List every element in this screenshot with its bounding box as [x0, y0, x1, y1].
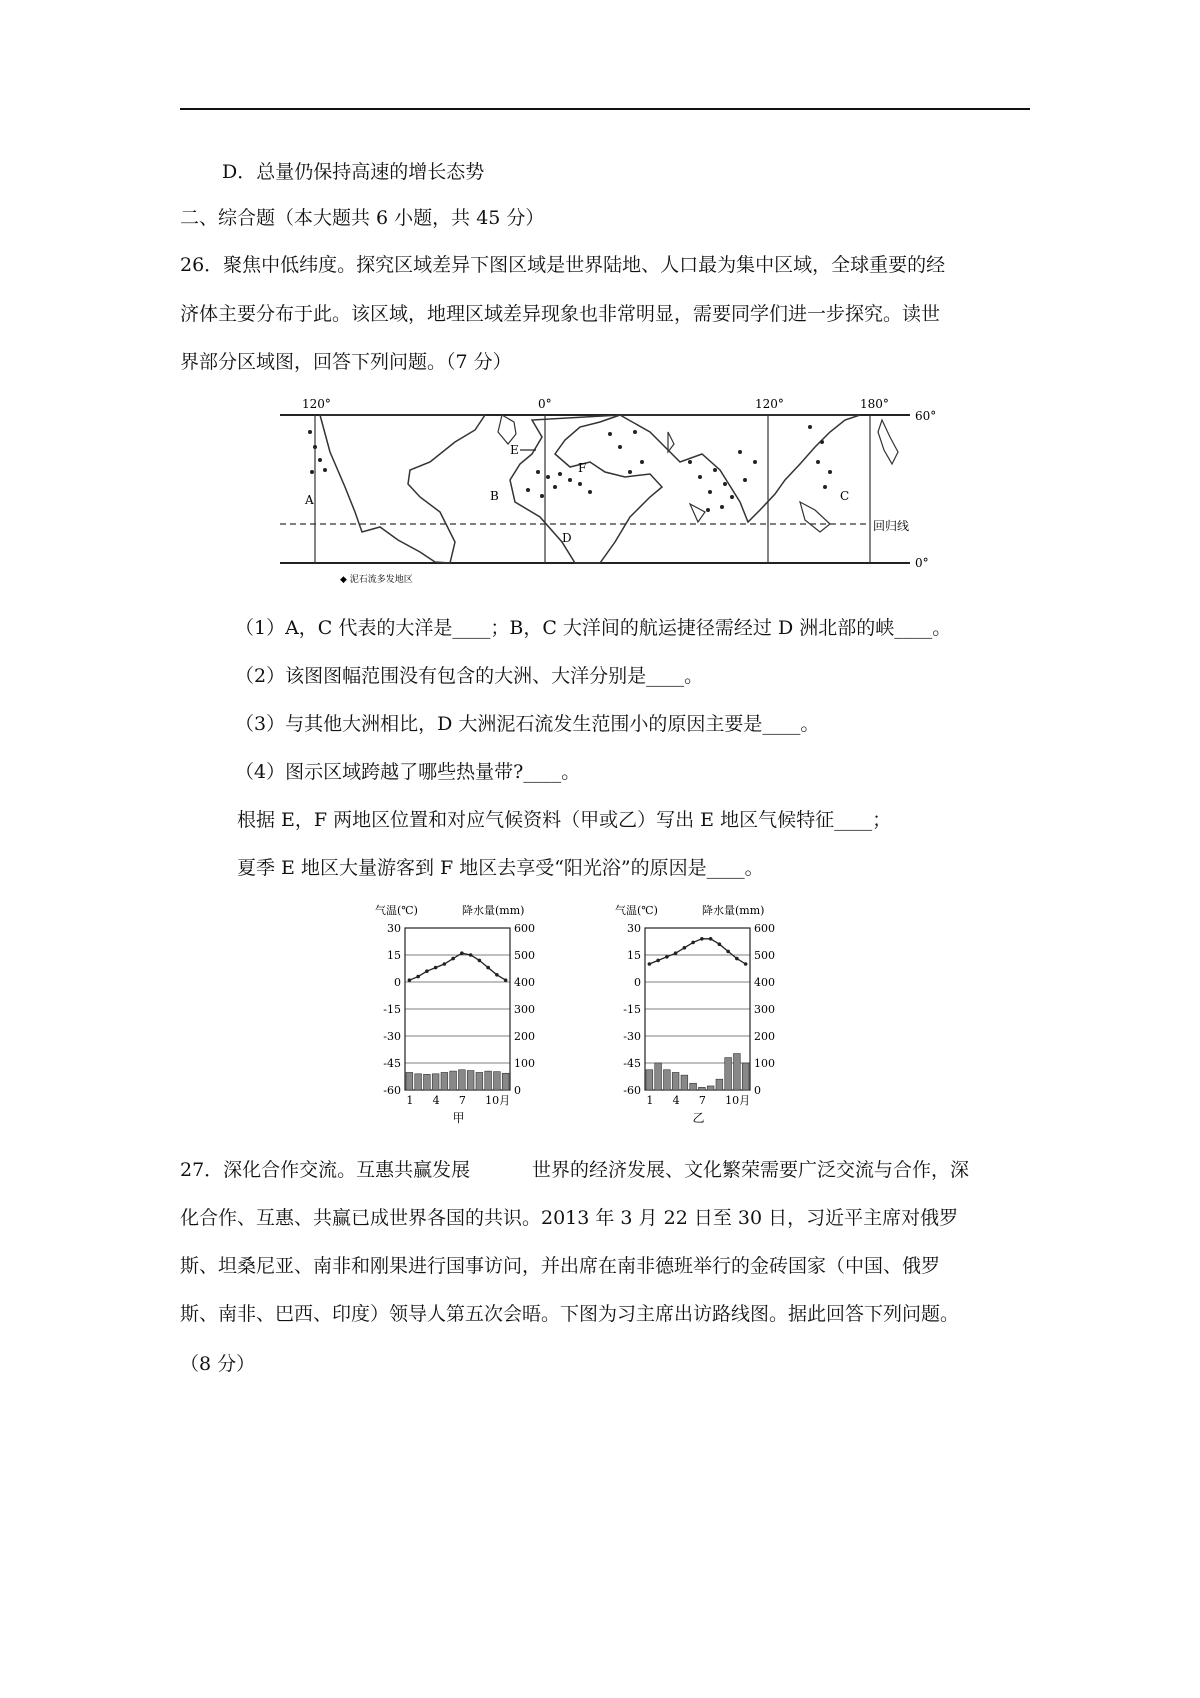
chart-title: 乙 [692, 1111, 705, 1125]
chart-ytick-left: -45 [383, 1057, 401, 1070]
precipitation-bar [441, 1072, 448, 1090]
temperature-point [460, 951, 464, 955]
precipitation-bar [494, 1072, 501, 1090]
chart-ytick-right: 500 [514, 949, 535, 962]
temperature-point [718, 942, 722, 946]
temperature-point [700, 937, 704, 941]
climate-chart-yi [610, 900, 830, 1130]
map-label-a: A [305, 493, 314, 507]
temperature-point [408, 978, 412, 982]
temperature-point [425, 969, 429, 973]
map-lon-label-3: 120° [755, 397, 784, 411]
chart-ytick-right: 500 [754, 949, 775, 962]
precipitation-bar [415, 1074, 422, 1090]
q26-sub-1: （1）A，C 代表的大洋是____；B，C 大洋间的航运捷径需经过 D 洲北部的峡____。 [235, 617, 952, 639]
chart-xtick: 10月 [725, 1094, 751, 1107]
q26-sub-4b: 根据 E，F 两地区位置和对应气候资料（甲或乙）写出 E 地区气候特征____； [237, 809, 892, 831]
q26-sub-4: （4）图示区域跨越了哪些热量带?____。 [235, 761, 581, 783]
chart-ytick-right: 200 [754, 1030, 775, 1043]
precipitation-bar [734, 1054, 741, 1090]
precipitation-bar [406, 1072, 413, 1090]
map-label-d: D [562, 531, 572, 545]
precipitation-bar [664, 1070, 671, 1090]
world-region-map [270, 392, 937, 592]
precipitation-bar [725, 1058, 732, 1090]
chart-xtick: 4 [432, 1094, 440, 1107]
chart-xtick: 10月 [485, 1094, 511, 1107]
q27-text-5: （8 分） [180, 1353, 256, 1375]
chart-ytick-right: 400 [754, 976, 775, 989]
precipitation-bar [716, 1079, 723, 1090]
chart-ytick-left: 15 [387, 949, 401, 962]
q26-text-3: 界部分区域图，回答下列问题。（7 分） [180, 351, 512, 373]
precipitation-bar [646, 1070, 653, 1090]
chart-ytick-right: 600 [754, 922, 775, 935]
precipitation-bar [459, 1070, 466, 1090]
temperature-point [674, 951, 678, 955]
chart-title: 甲 [452, 1111, 465, 1125]
precipitation-bar [424, 1074, 431, 1090]
map-lon-label-4: 180° [860, 397, 889, 411]
precipitation-bar [450, 1071, 457, 1090]
chart-ytick-right: 100 [754, 1057, 775, 1070]
chart-ytick-right: 600 [514, 922, 535, 935]
option-d: D．总量仍保持高速的增长态势 [222, 161, 485, 183]
precipitation-bar [672, 1072, 679, 1090]
q26-sub-3: （3）与其他大洲相比，D 大洲泥石流发生范围小的原因主要是____。 [235, 713, 820, 735]
temperature-point [683, 946, 687, 950]
temperature-point [656, 959, 660, 963]
chart-ytick-left: 0 [634, 976, 641, 989]
q26-sub-4c: 夏季 E 地区大量游客到 F 地区去享受“阳光浴”的原因是____。 [237, 857, 764, 879]
chart-ytick-right: 0 [514, 1084, 521, 1097]
chart-ytick-left: -60 [383, 1084, 401, 1097]
precipitation-bar [742, 1063, 749, 1090]
map-lat-label-0: 0° [915, 556, 929, 570]
chart-ytick-left: 15 [627, 949, 641, 962]
q27-text-3: 斯、坦桑尼亚、南非和刚果进行国事访问，并出席在南非德班举行的金砖国家（中国、俄罗 [180, 1255, 941, 1277]
temperature-point [709, 937, 713, 941]
chart-ytick-right: 200 [514, 1030, 535, 1043]
chart-ytick-left: -45 [623, 1057, 641, 1070]
precipitation-bar [502, 1073, 509, 1090]
chart-ytick-left: -60 [623, 1084, 641, 1097]
temperature-point [726, 950, 730, 954]
q27-text-1b: 世界的经济发展、文化繁荣需要广泛交流与合作，深 [532, 1159, 970, 1181]
temperature-point [504, 978, 508, 982]
temperature-point [469, 953, 473, 957]
map-tropic-label: 回归线 [873, 519, 910, 533]
chart-ylabel-right: 降水量(mm) [702, 904, 765, 917]
precipitation-bar [485, 1071, 492, 1090]
chart-xtick: 1 [406, 1094, 414, 1107]
chart-xtick: 7 [698, 1094, 706, 1107]
chart-ylabel-right: 降水量(mm) [462, 904, 525, 917]
chart-ytick-left: -30 [623, 1030, 641, 1043]
map-label-c: C [840, 489, 850, 503]
temperature-point [416, 975, 420, 979]
temperature-point [451, 957, 455, 961]
precipitation-bar [681, 1075, 688, 1090]
chart-ytick-right: 0 [754, 1084, 761, 1097]
temperature-point [486, 966, 490, 970]
temperature-point [648, 962, 652, 966]
temperature-point [495, 973, 499, 977]
chart-xtick: 4 [672, 1094, 680, 1107]
precipitation-bar [432, 1074, 439, 1090]
map-label-e: E [510, 443, 519, 457]
q27-text-2: 化合作、互惠、共赢已成世界各国的共识。2013 年 3 月 22 日至 30 日，习近平主席对俄罗 [180, 1207, 959, 1229]
temperature-point [434, 966, 438, 970]
precipitation-bar [476, 1072, 483, 1090]
chart-ylabel-left: 气温(℃) [615, 904, 658, 917]
precipitation-bar [699, 1087, 706, 1090]
section-title: 二、综合题（本大题共 6 小题，共 45 分） [180, 207, 545, 229]
chart-ylabel-left: 气温(℃) [375, 904, 418, 917]
chart-xtick: 7 [458, 1094, 466, 1107]
precipitation-bar [655, 1063, 662, 1090]
header-rule [180, 108, 1030, 110]
map-lon-label-2: 0° [538, 397, 552, 411]
map-legend: ◆ 泥石流多发地区 [340, 575, 413, 585]
chart-ytick-left: -15 [383, 1003, 401, 1016]
temperature-point [478, 959, 482, 963]
q26-text-1: 26．聚焦中低纬度。探究区域差异下图区域是世界陆地、人口最为集中区域，全球重要的经 [180, 254, 946, 276]
chart-ytick-right: 300 [514, 1003, 535, 1016]
temperature-point [691, 941, 695, 945]
map-lat-label-60: 60° [915, 409, 937, 423]
chart-ytick-right: 100 [514, 1057, 535, 1070]
precipitation-bar [690, 1083, 697, 1090]
temperature-point [665, 955, 669, 959]
precipitation-bar [707, 1086, 714, 1090]
climate-chart-jia [370, 900, 570, 1130]
map-label-b: B [490, 489, 499, 503]
chart-xtick: 1 [646, 1094, 654, 1107]
map-label-f: F [578, 461, 587, 475]
map-lon-label-1: 120° [302, 397, 331, 411]
chart-ytick-right: 300 [754, 1003, 775, 1016]
q27-text-1a: 27．深化合作交流。互惠共赢发展 [180, 1159, 471, 1181]
temperature-line [649, 939, 745, 964]
chart-ytick-right: 400 [514, 976, 535, 989]
chart-ytick-left: 30 [627, 922, 641, 935]
temperature-point [735, 957, 739, 961]
chart-ytick-left: -15 [623, 1003, 641, 1016]
q26-text-2: 济体主要分布于此。该区域，地理区域差异现象也非常明显，需要同学们进一步探究。读世 [180, 303, 941, 325]
chart-ytick-left: -30 [383, 1030, 401, 1043]
temperature-point [744, 962, 748, 966]
temperature-line [409, 953, 505, 980]
precipitation-bar [467, 1071, 474, 1090]
temperature-point [443, 962, 447, 966]
chart-ytick-left: 30 [387, 922, 401, 935]
q27-text-4: 斯、南非、巴西、印度）领导人第五次会晤。下图为习主席出访路线图。据此回答下列问题。 [180, 1303, 960, 1325]
q26-sub-2: （2）该图图幅范围没有包含的大洲、大洋分别是____。 [235, 665, 704, 687]
chart-ytick-left: 0 [394, 976, 401, 989]
